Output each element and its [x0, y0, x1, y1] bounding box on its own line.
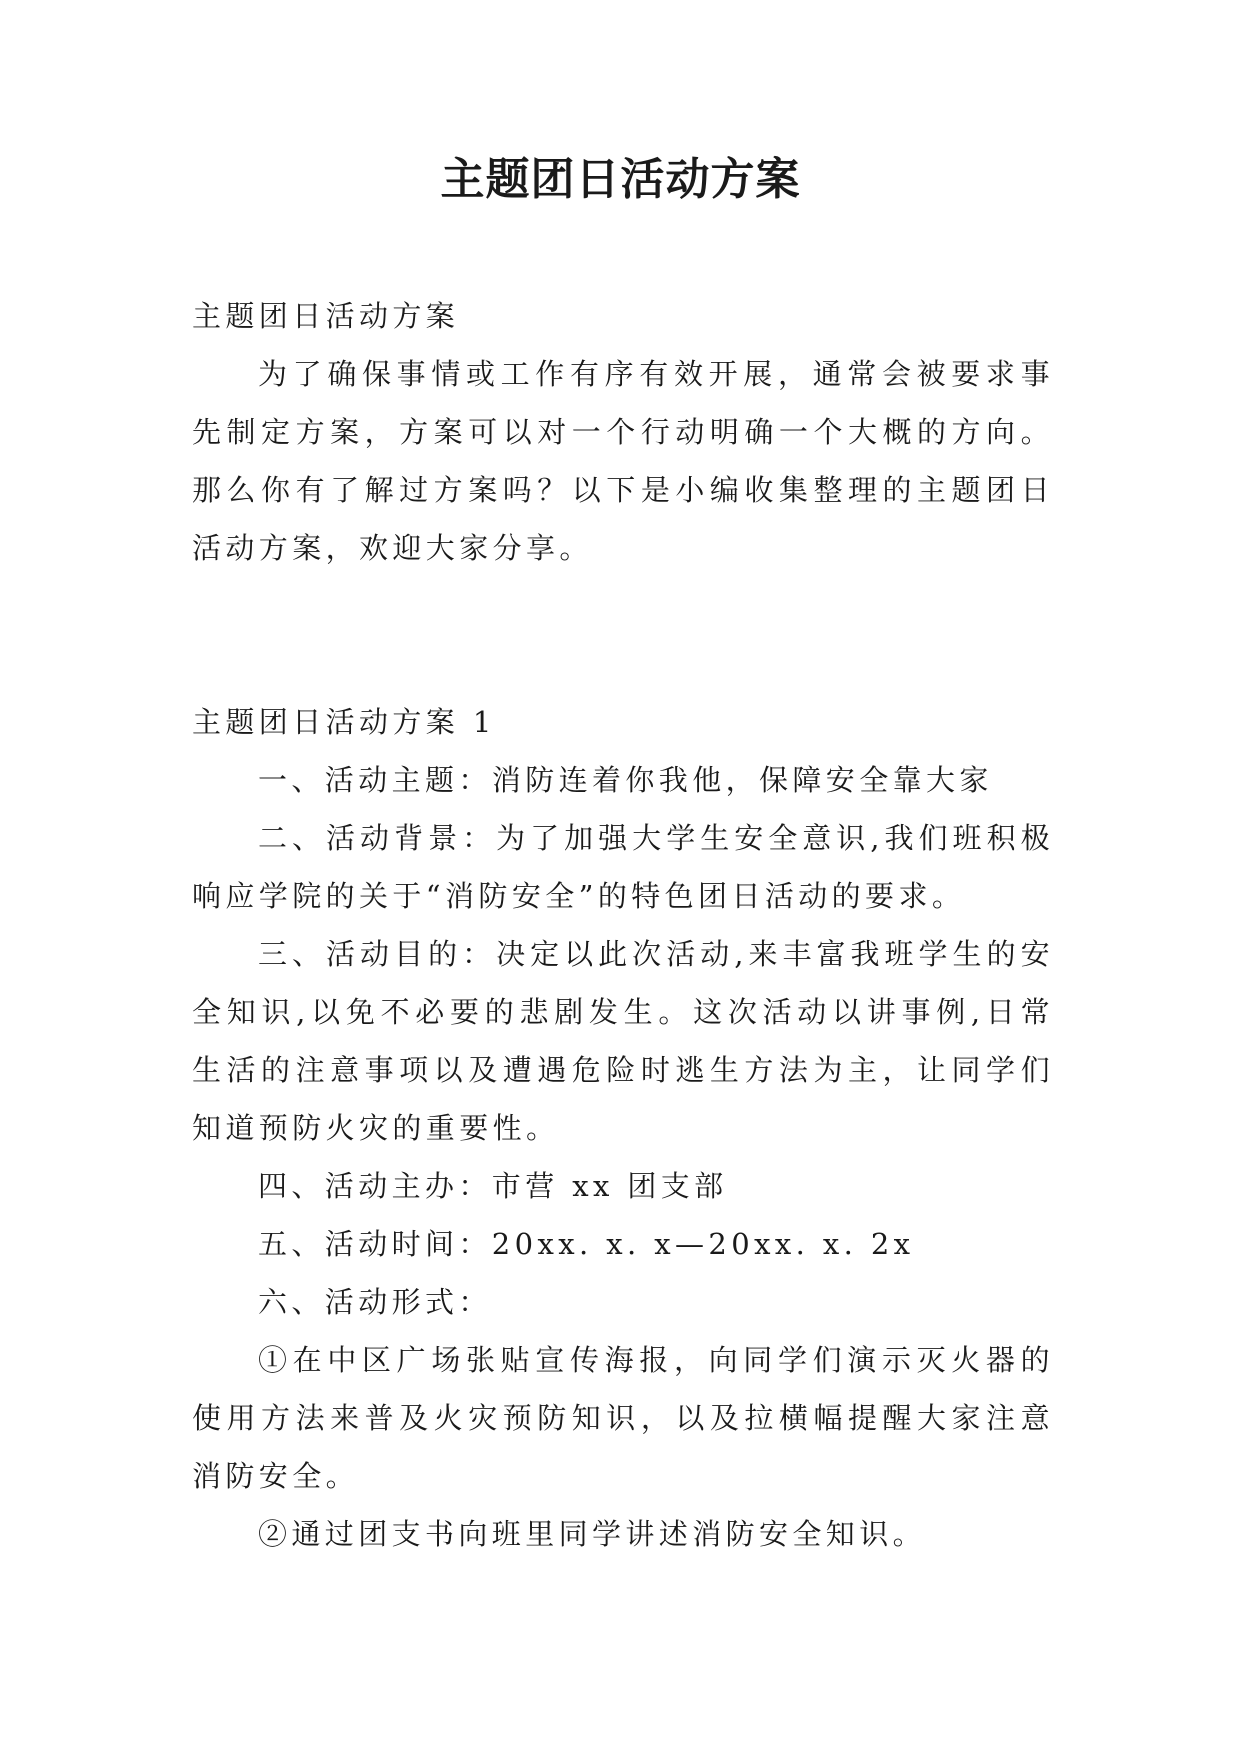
document-body [192, 287, 1054, 1563]
plan-heading: 主题团日活动方案 1 [192, 705, 496, 739]
activity-form-item-1: ①在中区广场张贴宣传海报，向同学们演示灭火器的使用方法来普及火灾预防知识，以及拉横幅提醒大家注意消防安全。 [192, 1343, 1054, 1493]
activity-form-heading: 六、活动形式： [258, 1285, 492, 1319]
paragraph-spacer [192, 577, 1054, 693]
activity-organizer: 四、活动主办：市营 xx 团支部 [258, 1169, 728, 1203]
section-heading: 主题团日活动方案 [192, 299, 460, 333]
activity-theme: 一、活动主题：消防连着你我他，保障安全靠大家 [258, 763, 993, 797]
document-title: 主题团日活动方案 [440, 154, 801, 205]
activity-purpose: 三、活动目的：决定以此次活动,来丰富我班学生的安全知识,以免不必要的悲剧发生。这次活动以讲事例,日常生活的注意事项以及遭遇危险时逃生方法为主，让同学们知道预防火灾的重要性。 [192, 937, 1054, 1145]
activity-form-item-2: ②通过团支书向班里同学讲述消防安全知识。 [258, 1517, 927, 1551]
intro-paragraph: 为了确保事情或工作有序有效开展，通常会被要求事先制定方案，方案可以对一个行动明确一个大概的方向。那么你有了解过方案吗？以下是小编收集整理的主题团日活动方案，欢迎大家分享。 [192, 357, 1054, 565]
activity-time: 五、活动时间：20xx. x. x—20xx. x. 2x [258, 1227, 915, 1261]
activity-background: 二、活动背景：为了加强大学生安全意识,我们班积极响应学院的关于“消防安全”的特色团日活动的要求。 [192, 821, 1054, 913]
